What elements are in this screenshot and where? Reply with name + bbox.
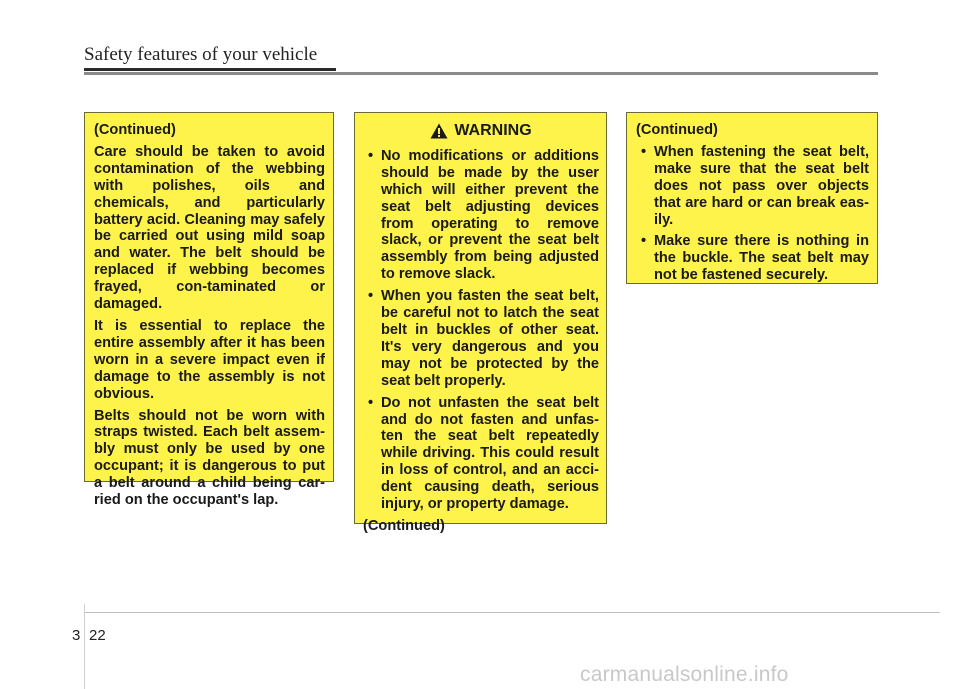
warning-triangle-icon — [430, 123, 448, 139]
paragraph-twisted-straps: Belts should not be worn with straps twisted. Each belt assem-bly must only be used by one occupant; it is dangerous to put a belt around a child being car-ried on the occupant's lap. — [94, 407, 325, 509]
list-item — [636, 144, 869, 229]
warning-heading — [363, 123, 599, 140]
section-number: 3 — [72, 627, 81, 644]
footer-divider — [84, 604, 85, 689]
continued-warning-box — [626, 112, 878, 284]
paragraph-webbing-care: Care should be taken to avoid contamination of the webbing with polishes, oils and chemicals, and particularly battery acid. Cleaning may safely be carried out using mild soap and water. The belt should be replaced if webbing becomes frayed, con-taminated or damaged. — [94, 143, 325, 313]
warning-box — [354, 112, 607, 534]
warning-list — [363, 148, 599, 513]
list-item-text: Make sure there is nothing in the buckle. The seat belt may not be fastened securely. — [654, 233, 869, 284]
continued-caution-box — [84, 112, 334, 509]
list-item-text: When you fasten the seat belt, be careful not to latch the seat belt in buckles of other seat. It's very dangerous and you may not be protected by the seat belt properly. — [381, 288, 599, 389]
bullet-icon: • — [641, 233, 647, 250]
list-item — [363, 148, 599, 283]
bullet-icon: • — [641, 143, 647, 160]
list-item — [636, 233, 869, 284]
warning-title: WARNING — [454, 122, 532, 139]
list-item-text: When fastening the seat belt, make sure that the seat belt does not pass over objects that are hard or can break eas-ily. — [654, 143, 869, 228]
list-item-text: No modifications or additions should be made by the user which will either prevent the seat belt adjusting devices from operating to remove slack, or prevent the seat belt assembly from being adjusted to remove slack. — [381, 147, 599, 283]
paragraph-replace-assembly: It is essential to replace the entire assembly after it has been worn in a severe impact even if damage to the assembly is not obvious. — [94, 317, 325, 402]
watermark: carmanualsonline.info — [580, 663, 789, 686]
continued-end-label: (Continued) — [363, 517, 445, 534]
header-rule-dark — [84, 68, 336, 71]
page-number: 22 — [89, 627, 106, 644]
list-item — [363, 288, 599, 389]
bullet-icon: • — [368, 288, 374, 305]
page-header-title: Safety features of your vehicle — [84, 44, 318, 65]
bullet-icon: • — [368, 394, 374, 411]
bullet-icon: • — [368, 147, 374, 164]
warning-list — [636, 144, 869, 284]
header-rule — [84, 72, 878, 75]
continued-label: (Continued) — [94, 122, 176, 138]
list-item — [363, 395, 599, 513]
continued-label: (Continued) — [636, 122, 718, 138]
footer-rule — [84, 612, 940, 613]
list-item-text: Do not unfasten the seat belt and do not fasten and unfas-ten the seat belt repeatedly while driving. This could result in loss of control, and an acci-dent causing death, serious injury, or property damage. — [381, 394, 599, 513]
